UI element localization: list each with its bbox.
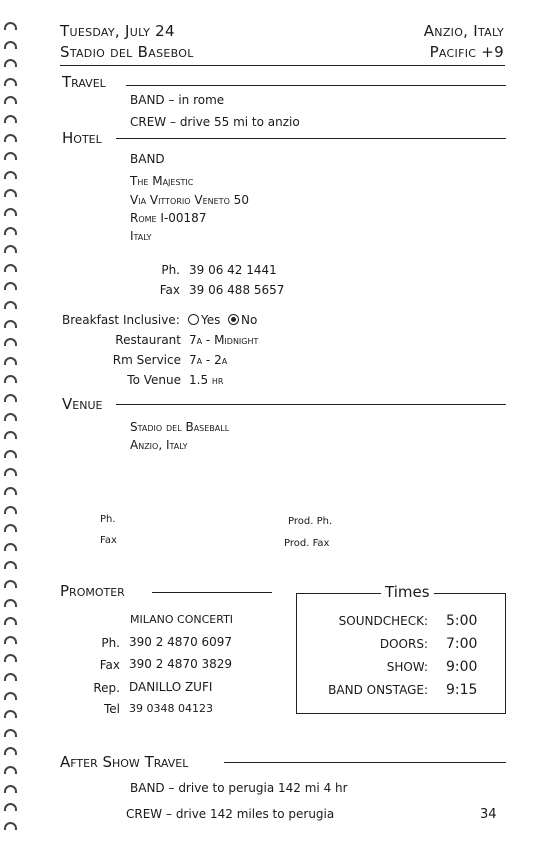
spiral-ring bbox=[4, 692, 17, 700]
venue-prod-fax-label: Prod. Fax bbox=[284, 538, 330, 549]
spiral-ring bbox=[4, 524, 17, 532]
page-number: 34 bbox=[480, 807, 497, 822]
promoter-tel-label: Tel bbox=[103, 702, 120, 716]
promoter-name: MILANO CONCERTI bbox=[130, 613, 234, 626]
times-row-label: BAND ONSTAGE: bbox=[328, 683, 428, 697]
header-venue: Stadio del Basebol bbox=[60, 43, 194, 61]
breakfast-label: Breakfast Inclusive: bbox=[62, 313, 180, 327]
spiral-ring bbox=[4, 115, 17, 123]
rm-service-hours: 7a - 2a bbox=[189, 353, 228, 367]
hotel-fax: 39 06 488 5657 bbox=[189, 283, 285, 297]
times-title: Times bbox=[381, 583, 434, 601]
spiral-ring bbox=[4, 766, 17, 774]
header-location: Anzio, Italy bbox=[423, 22, 504, 40]
to-venue-label: To Venue bbox=[127, 373, 181, 387]
spiral-ring bbox=[4, 599, 17, 607]
spiral-ring bbox=[4, 152, 17, 160]
spiral-ring bbox=[4, 320, 17, 328]
travel-band-text: in rome bbox=[178, 93, 225, 107]
times-row-value: 9:15 bbox=[446, 682, 478, 698]
travel-rule bbox=[126, 85, 506, 86]
spiral-ring bbox=[4, 338, 17, 346]
after-show-crew-label: CREW bbox=[126, 807, 163, 821]
promoter-fax: 390 2 4870 3829 bbox=[129, 657, 233, 671]
venue-ph-label: Ph. bbox=[100, 514, 116, 525]
radio-yes-icon[interactable] bbox=[188, 314, 199, 325]
spiral-ring bbox=[4, 96, 17, 104]
times-row-label: SHOW: bbox=[386, 660, 428, 674]
spiral-ring bbox=[4, 245, 17, 253]
spiral-ring bbox=[4, 822, 17, 830]
hotel-city: Rome I-00187 bbox=[130, 211, 207, 225]
after-show-crew-text: drive 142 miles to perugia bbox=[175, 807, 335, 821]
promoter-title: Promoter bbox=[60, 582, 125, 600]
venue-city: Anzio, Italy bbox=[130, 438, 188, 452]
venue-rule bbox=[116, 404, 506, 405]
after-show-title: After Show Travel bbox=[60, 753, 189, 771]
spiral-ring bbox=[4, 580, 17, 588]
venue-name: Stadio del Baseball bbox=[130, 420, 230, 434]
spiral-ring bbox=[4, 785, 17, 793]
hotel-rule bbox=[116, 138, 506, 139]
promoter-rep: DANILLO ZUFI bbox=[129, 680, 213, 694]
travel-crew-text: drive 55 mi to anzio bbox=[179, 115, 300, 129]
times-row-value: 5:00 bbox=[446, 613, 478, 629]
after-show-crew: CREW – drive 142 miles to perugia bbox=[126, 807, 335, 821]
times-row-value: 7:00 bbox=[446, 636, 478, 652]
hotel-country: Italy bbox=[130, 229, 152, 243]
spiral-ring bbox=[4, 729, 17, 737]
spiral-ring bbox=[4, 487, 17, 495]
spiral-ring bbox=[4, 636, 17, 644]
spiral-ring bbox=[4, 208, 17, 216]
hotel-title: Hotel bbox=[62, 129, 102, 147]
rm-service-label: Rm Service bbox=[112, 353, 181, 367]
hotel-street: Via Vittorio Veneto 50 bbox=[130, 193, 249, 207]
spiral-ring bbox=[4, 189, 17, 197]
spiral-ring bbox=[4, 468, 17, 476]
breakfast-yes: Yes bbox=[201, 313, 221, 327]
restaurant-label: Restaurant bbox=[115, 333, 181, 347]
spiral-ring bbox=[4, 41, 17, 49]
travel-crew: CREW – drive 55 mi to anzio bbox=[130, 115, 300, 129]
promoter-rep-label: Rep. bbox=[93, 681, 120, 695]
hotel-ph-label: Ph. bbox=[161, 263, 180, 277]
spiral-ring bbox=[4, 301, 17, 309]
spiral-ring bbox=[4, 413, 17, 421]
spiral-ring bbox=[4, 450, 17, 458]
spiral-ring bbox=[4, 431, 17, 439]
hotel-name: The Majestic bbox=[130, 174, 194, 188]
radio-no-selected-icon[interactable] bbox=[228, 314, 239, 325]
spiral-ring bbox=[4, 59, 17, 67]
spiral-ring bbox=[4, 264, 17, 272]
times-row-value: 9:00 bbox=[446, 659, 478, 675]
breakfast-no: No bbox=[241, 313, 258, 327]
spiral-ring bbox=[4, 543, 17, 551]
spiral-ring bbox=[4, 227, 17, 235]
spiral-ring bbox=[4, 134, 17, 142]
after-show-band-label: BAND bbox=[130, 781, 165, 795]
spiral-ring bbox=[4, 375, 17, 383]
promoter-ph-label: Ph. bbox=[101, 636, 120, 650]
spiral-ring bbox=[4, 394, 17, 402]
promoter-fax-label: Fax bbox=[99, 658, 120, 672]
after-show-band: BAND – drive to perugia 142 mi 4 hr bbox=[130, 781, 348, 795]
times-row-label: DOORS: bbox=[379, 637, 428, 651]
after-show-band-text: drive to perugia 142 mi 4 hr bbox=[178, 781, 348, 795]
promoter-rule bbox=[152, 592, 272, 593]
header-timezone: Pacific +9 bbox=[429, 43, 504, 61]
spiral-ring bbox=[4, 710, 17, 718]
after-show-rule bbox=[224, 762, 506, 763]
spiral-ring bbox=[4, 673, 17, 681]
promoter-tel: 39 0348 04123 bbox=[129, 702, 213, 715]
travel-title: Travel bbox=[62, 73, 106, 91]
venue-prod-ph-label: Prod. Ph. bbox=[288, 516, 333, 527]
hotel-ph: 39 06 42 1441 bbox=[189, 263, 277, 277]
venue-title: Venue bbox=[62, 395, 103, 413]
spiral-ring bbox=[4, 78, 17, 86]
breakfast-options bbox=[188, 313, 257, 327]
header-rule bbox=[60, 65, 505, 66]
spiral-ring bbox=[4, 747, 17, 755]
travel-band: BAND – in rome bbox=[130, 93, 225, 107]
promoter-ph: 390 2 4870 6097 bbox=[129, 635, 233, 649]
hotel-fax-label: Fax bbox=[159, 283, 180, 297]
spiral-ring bbox=[4, 357, 17, 365]
spiral-ring bbox=[4, 654, 17, 662]
spiral-ring bbox=[4, 506, 17, 514]
header-date: Tuesday, July 24 bbox=[60, 22, 175, 40]
hotel-group: BAND bbox=[130, 152, 165, 166]
times-row-label: SOUNDCHECK: bbox=[338, 614, 428, 628]
spiral-ring bbox=[4, 617, 17, 625]
venue-fax-label: Fax bbox=[100, 535, 117, 546]
travel-crew-label: CREW bbox=[130, 115, 167, 129]
spiral-ring bbox=[4, 282, 17, 290]
spiral-ring bbox=[4, 22, 17, 30]
spiral-ring bbox=[4, 171, 17, 179]
travel-band-label: BAND bbox=[130, 93, 165, 107]
spiral-ring bbox=[4, 803, 17, 811]
to-venue-time: 1.5 hr bbox=[189, 373, 224, 387]
spiral-ring bbox=[4, 561, 17, 569]
restaurant-hours: 7a - Midnight bbox=[189, 333, 259, 347]
